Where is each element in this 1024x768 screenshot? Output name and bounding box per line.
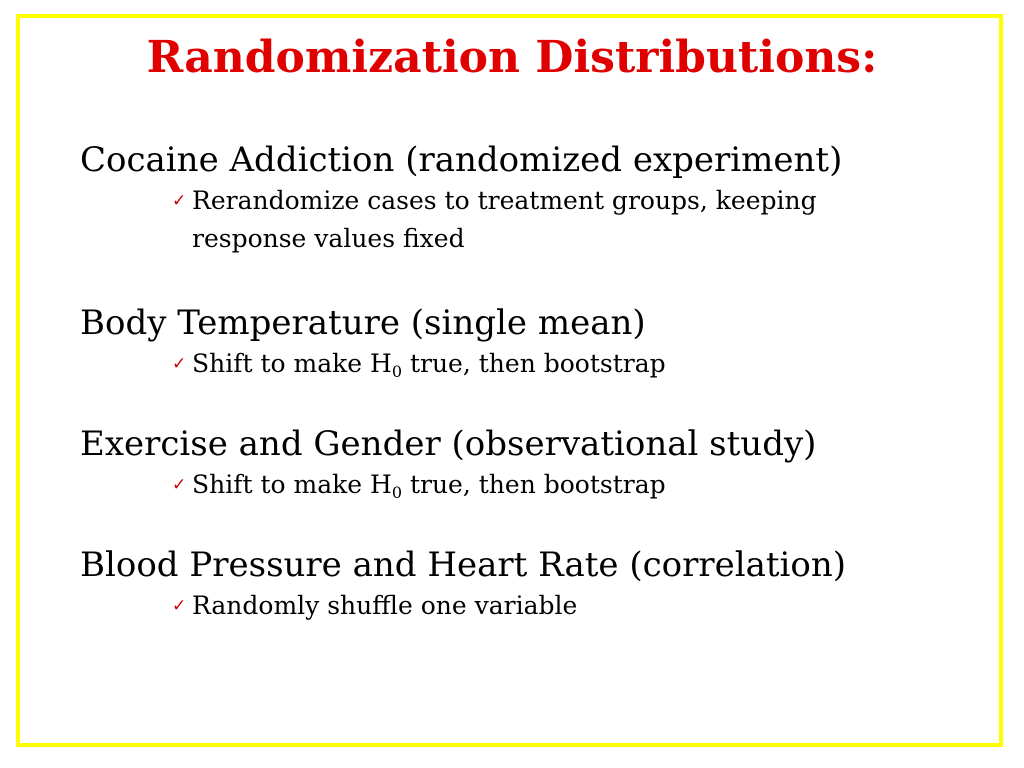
topic-heading: Blood Pressure and Heart Rate (correlation) [80,545,847,585]
bullet-text: Randomly shuffle one variable [192,591,578,620]
bullet-text: Shift to make H [192,349,392,378]
topic-heading: Exercise and Gender (observational study) [80,424,817,464]
topic-heading: Body Temperature (single mean) [80,303,646,343]
checkmark-icon: ✓ [172,596,187,616]
topic-blood-pressure-heart-rate [80,545,960,625]
bullet-item [172,182,912,258]
checkmark-icon: ✓ [172,475,187,495]
bullet-text-line1: Rerandomize cases to treatment groups, keeping [192,186,817,215]
bullet-text-line2: response values fixed [192,224,465,253]
topic-cocaine-addiction [80,140,960,258]
bullet-item [172,466,912,504]
checkmark-icon: ✓ [172,191,187,211]
bullet-item [172,345,912,383]
topic-exercise-gender [80,424,960,504]
bullet-text-rest: true, then bootstrap [402,349,666,378]
topic-heading: Cocaine Addiction (randomized experiment) [80,140,843,180]
subscript-zero: 0 [391,362,403,381]
checkmark-icon: ✓ [172,354,187,374]
subscript-zero: 0 [391,483,403,502]
bullet-text: Shift to make H [192,470,392,499]
slide-title: Randomization Distributions: [146,32,878,83]
topic-body-temperature [80,303,960,383]
bullet-item [172,587,912,625]
bullet-text-rest: true, then bootstrap [402,470,666,499]
